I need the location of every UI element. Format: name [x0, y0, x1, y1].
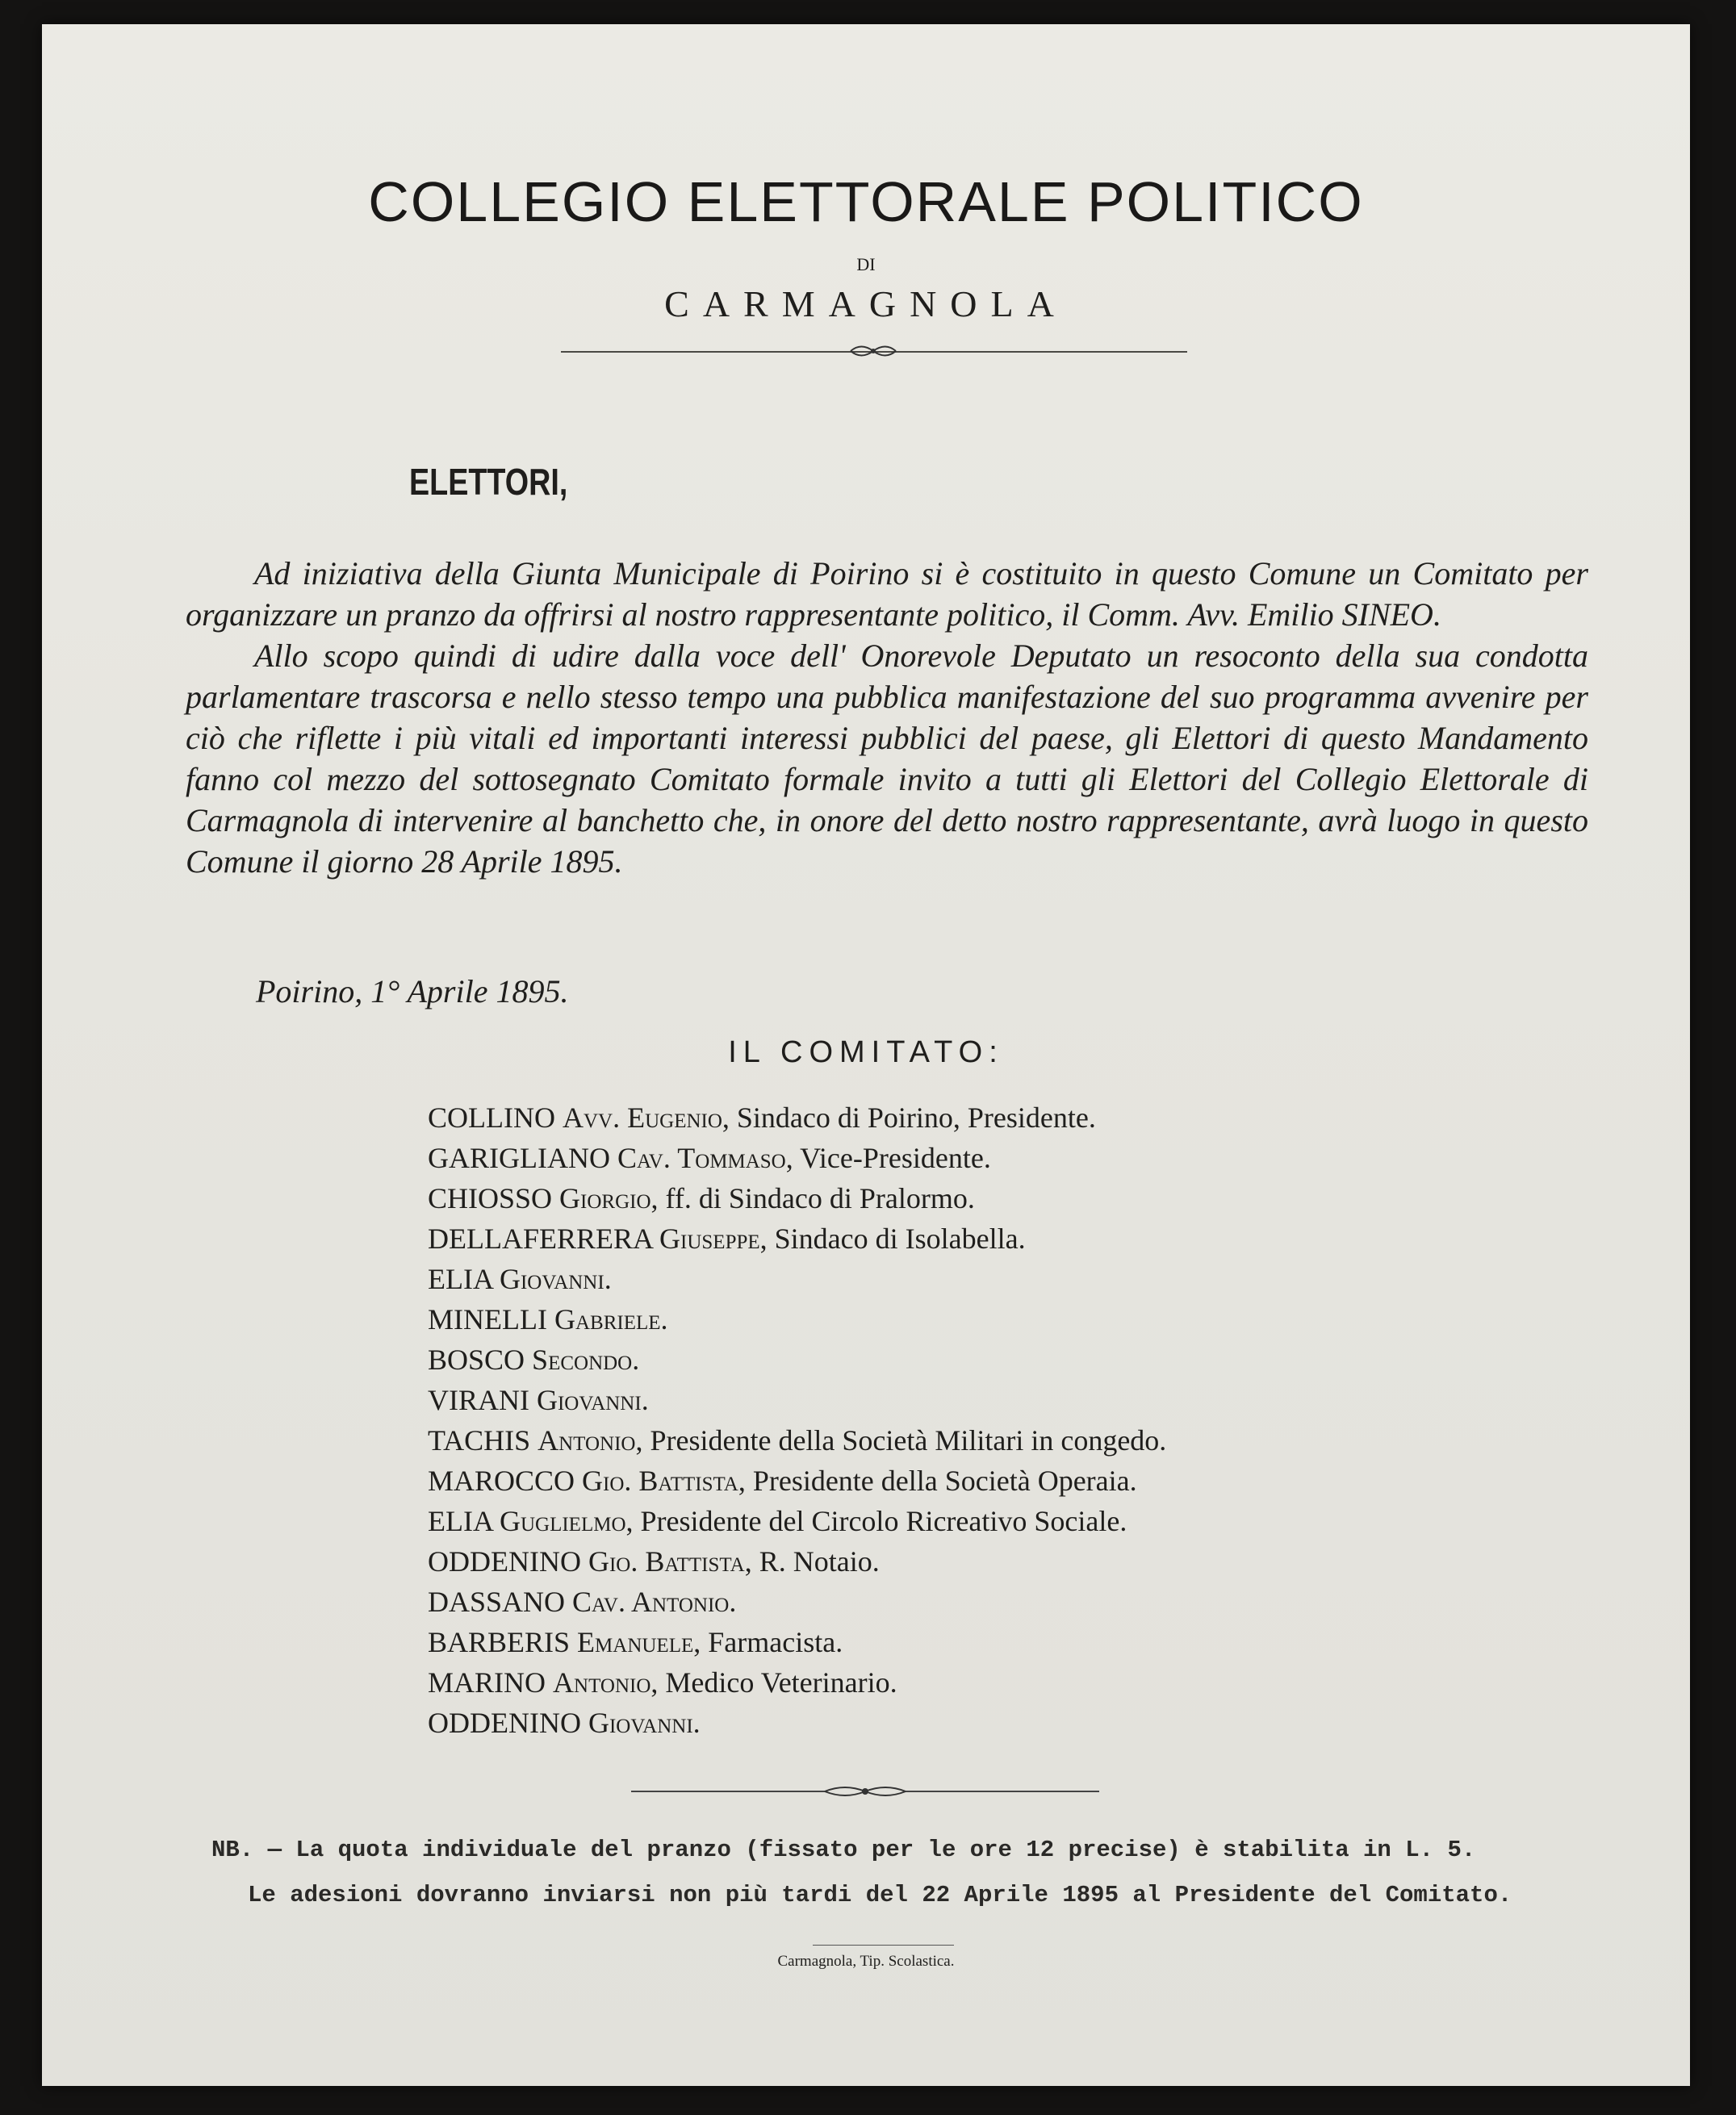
- committee-member: [428, 1178, 1166, 1218]
- member-role: , Sindaco di Poirino, Presidente.: [722, 1101, 1096, 1134]
- notes: [211, 1828, 1512, 1918]
- committee-member: [428, 1138, 1166, 1178]
- committee-member: [428, 1420, 1166, 1461]
- committee-member: [428, 1541, 1166, 1582]
- document-page: [42, 24, 1690, 2086]
- body-text: [186, 553, 1588, 882]
- footer-ornament-icon: [631, 1783, 1099, 1799]
- member-given-name: Gabriele: [554, 1303, 661, 1335]
- member-surname: COLLINO: [428, 1101, 555, 1134]
- member-surname: DELLAFERRERA: [428, 1223, 653, 1255]
- committee-member: [428, 1259, 1166, 1299]
- committee-member: [428, 1582, 1166, 1622]
- paragraph: Ad iniziativa della Giunta Municipale di Poirino si è costituito in questo Comune un Comitato per organizzare un pranzo da offrirsi al nostro rappresentante politico, il Comm. Avv. Emilio SINEO.: [186, 555, 1588, 633]
- committee-list: [428, 1097, 1166, 1743]
- member-given-name: Giovanni: [536, 1384, 642, 1416]
- member-role: , Medico Veterinario.: [650, 1666, 897, 1699]
- member-given-name: Antonio: [553, 1666, 651, 1699]
- member-given-name: Secondo: [532, 1344, 633, 1376]
- committee-member: [428, 1299, 1166, 1340]
- title-connector: DI: [856, 254, 876, 274]
- member-surname: GARIGLIANO: [428, 1142, 610, 1174]
- member-surname: DASSANO: [428, 1586, 566, 1618]
- member-given-name: Cav. Antonio: [572, 1586, 730, 1618]
- committee-member: [428, 1097, 1166, 1138]
- member-given-name: Gio. Battista: [582, 1465, 738, 1497]
- document-title: COLLEGIO ELETTORALE POLITICO: [368, 170, 1364, 233]
- member-surname: BOSCO: [428, 1344, 525, 1376]
- header-ornament-icon: [849, 341, 897, 362]
- committee-member: [428, 1703, 1166, 1743]
- member-role: , Presidente della Società Operaia.: [738, 1465, 1137, 1497]
- member-surname: TACHIS: [428, 1424, 531, 1457]
- member-surname: MAROCCO: [428, 1465, 575, 1497]
- member-surname: VIRANI: [428, 1384, 529, 1416]
- committee-member: [428, 1461, 1166, 1501]
- member-role: .: [692, 1707, 701, 1739]
- member-role: , Farmacista.: [693, 1626, 843, 1658]
- member-given-name: Giorgio: [559, 1182, 651, 1214]
- member-given-name: Guglielmo: [499, 1505, 626, 1537]
- member-role: .: [604, 1263, 612, 1295]
- committee-member: [428, 1218, 1166, 1259]
- member-given-name: Emanuele: [577, 1626, 694, 1658]
- member-role: , Vice-Presidente.: [785, 1142, 991, 1174]
- member-given-name: Avv. Eugenio: [562, 1101, 722, 1134]
- committee-heading: IL COMITATO:: [728, 1035, 1004, 1069]
- member-surname: MINELLI: [428, 1303, 547, 1335]
- member-surname: ODDENINO: [428, 1707, 581, 1739]
- member-surname: ODDENINO: [428, 1545, 581, 1578]
- member-given-name: Gio. Battista: [588, 1545, 745, 1578]
- salutation: ELETTORI,: [409, 461, 568, 503]
- member-role: , Sindaco di Isolabella.: [759, 1223, 1026, 1255]
- member-surname: BARBERIS: [428, 1626, 571, 1658]
- member-given-name: Giovanni: [499, 1263, 604, 1295]
- committee-member: [428, 1380, 1166, 1420]
- member-role: .: [641, 1384, 649, 1416]
- member-role: , R. Notaio.: [744, 1545, 880, 1578]
- paragraph: Allo scopo quindi di udire dalla voce dell' Onorevole Deputato un resoconto della sua condotta parlamentare trascorsa e nello stesso tempo una pubblica manifestazione del suo programma avvenire per ciò che riflette i più vitali ed importanti interessi pubblici del paese, gli Elettori di questo Mandamento fanno col mezzo del sottosegnato Comitato formale invito a tutti gli Elettori del Collegio Elettorale di Carmagnola di intervenire al banchetto che, in onore del detto nostro rappresentante, avrà luogo in questo Comune il giorno 28 Aprile 1895.: [186, 637, 1588, 880]
- member-role: , Presidente del Circolo Ricreativo Sociale.: [625, 1505, 1127, 1537]
- member-surname: ELIA: [428, 1505, 492, 1537]
- member-role: .: [729, 1586, 737, 1618]
- member-surname: MARINO: [428, 1666, 546, 1699]
- member-given-name: Antonio: [538, 1424, 636, 1457]
- committee-member: [428, 1340, 1166, 1380]
- printer-imprint: Carmagnola, Tip. Scolastica.: [777, 1953, 955, 1970]
- committee-member: [428, 1662, 1166, 1703]
- member-role: , ff. di Sindaco di Pralormo.: [650, 1182, 975, 1214]
- printer-divider: [813, 1945, 954, 1946]
- note-line: Le adesioni dovranno inviarsi non più tardi del 22 Aprile 1895 al Presidente del Comitato.: [248, 1882, 1512, 1908]
- member-surname: ELIA: [428, 1263, 492, 1295]
- member-given-name: Giuseppe: [659, 1223, 760, 1255]
- note-line: NB. — La quota individuale del pranzo (fissato per le ore 12 precise) è stabilita in L. 5.: [211, 1837, 1476, 1863]
- committee-member: [428, 1622, 1166, 1662]
- member-given-name: Cav. Tommaso: [617, 1142, 786, 1174]
- member-role: .: [632, 1344, 640, 1376]
- committee-member: [428, 1501, 1166, 1541]
- member-role: .: [660, 1303, 668, 1335]
- member-role: , Presidente della Società Militari in congedo.: [635, 1424, 1167, 1457]
- document-subtitle-city: CARMAGNOLA: [664, 283, 1068, 324]
- member-surname: CHIOSSO: [428, 1182, 553, 1214]
- date-line: Poirino, 1° Aprile 1895.: [256, 973, 569, 1009]
- member-given-name: Giovanni: [588, 1707, 693, 1739]
